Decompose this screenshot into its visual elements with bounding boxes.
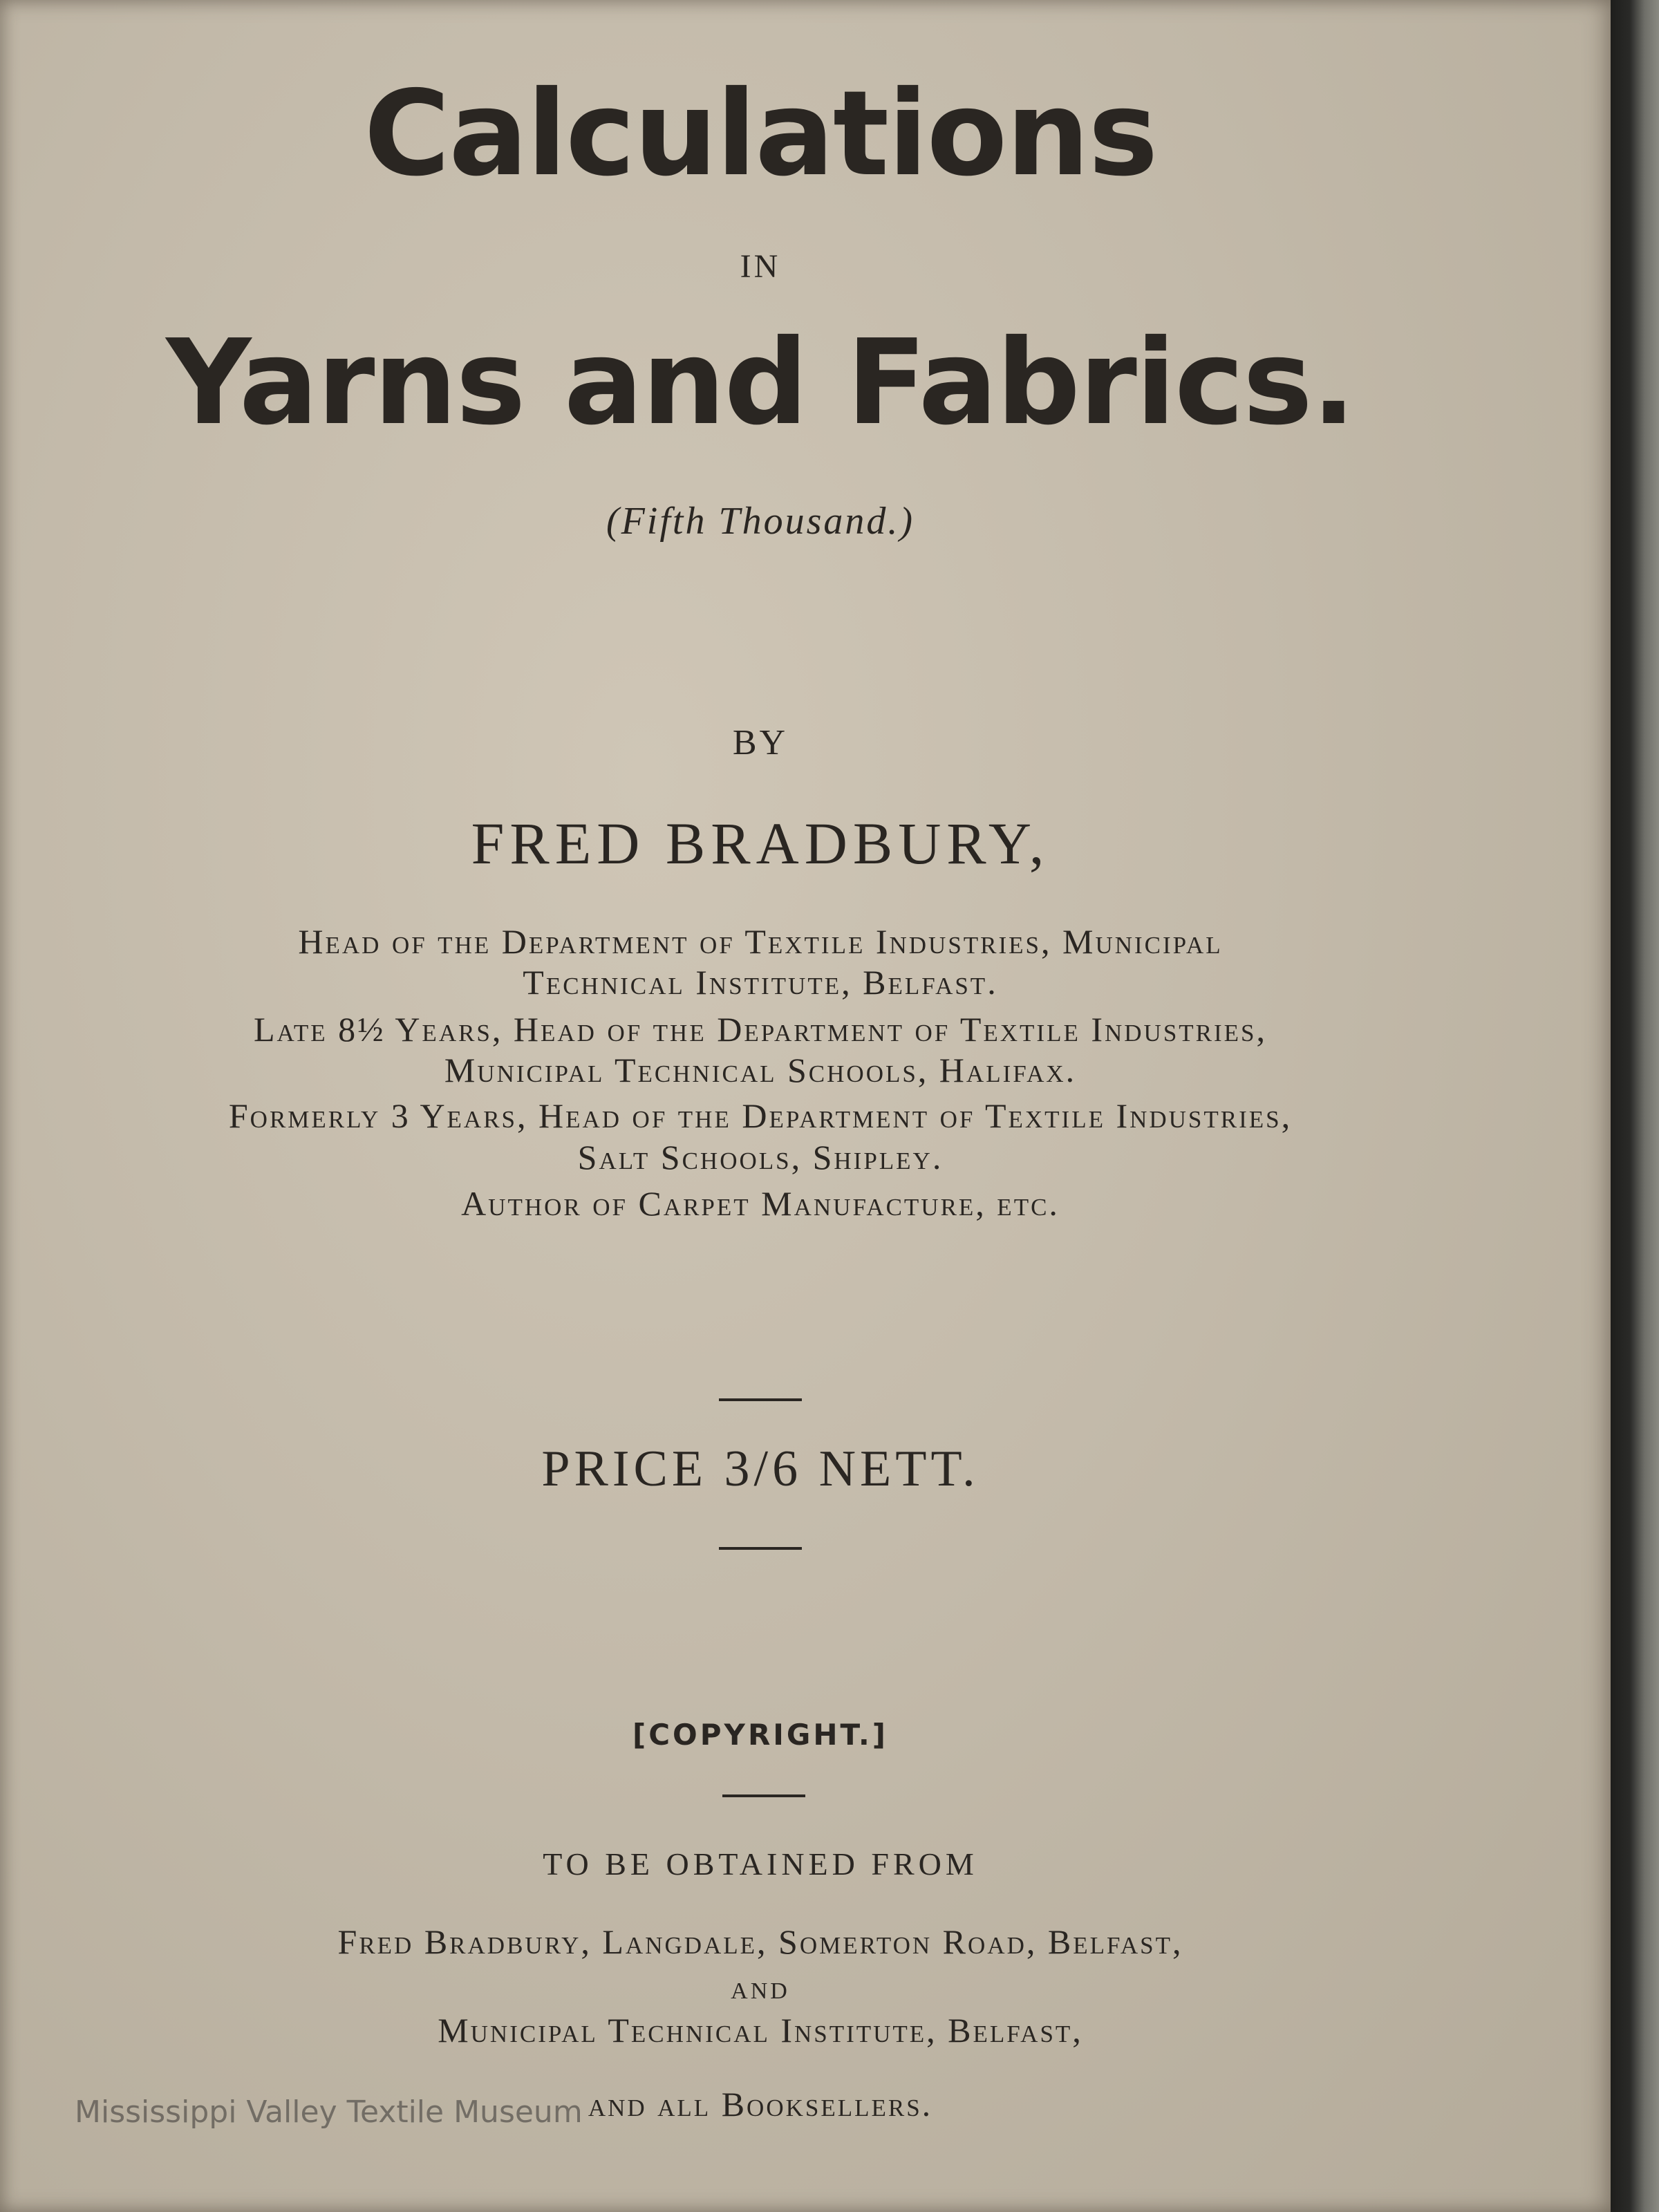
edition-note: (Fifth Thousand.) bbox=[606, 500, 915, 543]
title-line-1: Calculations bbox=[364, 66, 1157, 203]
credential-line: Technical Institute, Belfast. bbox=[523, 963, 998, 1002]
obtained-from-label: TO BE OBTAINED FROM bbox=[543, 1846, 978, 1882]
by-label: BY bbox=[732, 723, 789, 762]
credential-line: Salt Schools, Shipley. bbox=[577, 1138, 944, 1177]
copyright-notice: [COPYRIGHT.] bbox=[632, 1718, 888, 1752]
credential-line: Formerly 3 Years, Head of the Department of Textile Industries, bbox=[228, 1096, 1293, 1135]
divider-rule bbox=[722, 1794, 805, 1797]
author-name: FRED BRADBURY, bbox=[471, 810, 1050, 877]
and-label: AND bbox=[731, 1978, 790, 2004]
address-line: and all Booksellers. bbox=[588, 2085, 933, 2124]
address-line: Fred Bradbury, Langdale, Somerton Road, Belfast, bbox=[337, 1922, 1183, 1961]
title-in: IN bbox=[740, 248, 781, 285]
credential-line: Municipal Technical Schools, Halifax. bbox=[444, 1051, 1077, 1089]
divider-rule bbox=[719, 1547, 802, 1550]
museum-watermark: Mississippi Valley Textile Museum bbox=[75, 2094, 583, 2130]
credential-line: Late 8½ Years, Head of the Department of Textile Industries, bbox=[253, 1010, 1268, 1049]
book-binding-edge bbox=[1611, 0, 1659, 2212]
price-line: PRICE 3/6 NETT. bbox=[541, 1441, 980, 1497]
divider-rule bbox=[719, 1398, 802, 1401]
address-line: Municipal Technical Institute, Belfast, bbox=[438, 2011, 1083, 2050]
title-line-2: Yarns and Fabrics. bbox=[166, 315, 1355, 451]
credential-line: Head of the Department of Textile Industries, Municipal bbox=[298, 922, 1223, 961]
credential-line: Author of Carpet Manufacture, etc. bbox=[461, 1184, 1060, 1223]
